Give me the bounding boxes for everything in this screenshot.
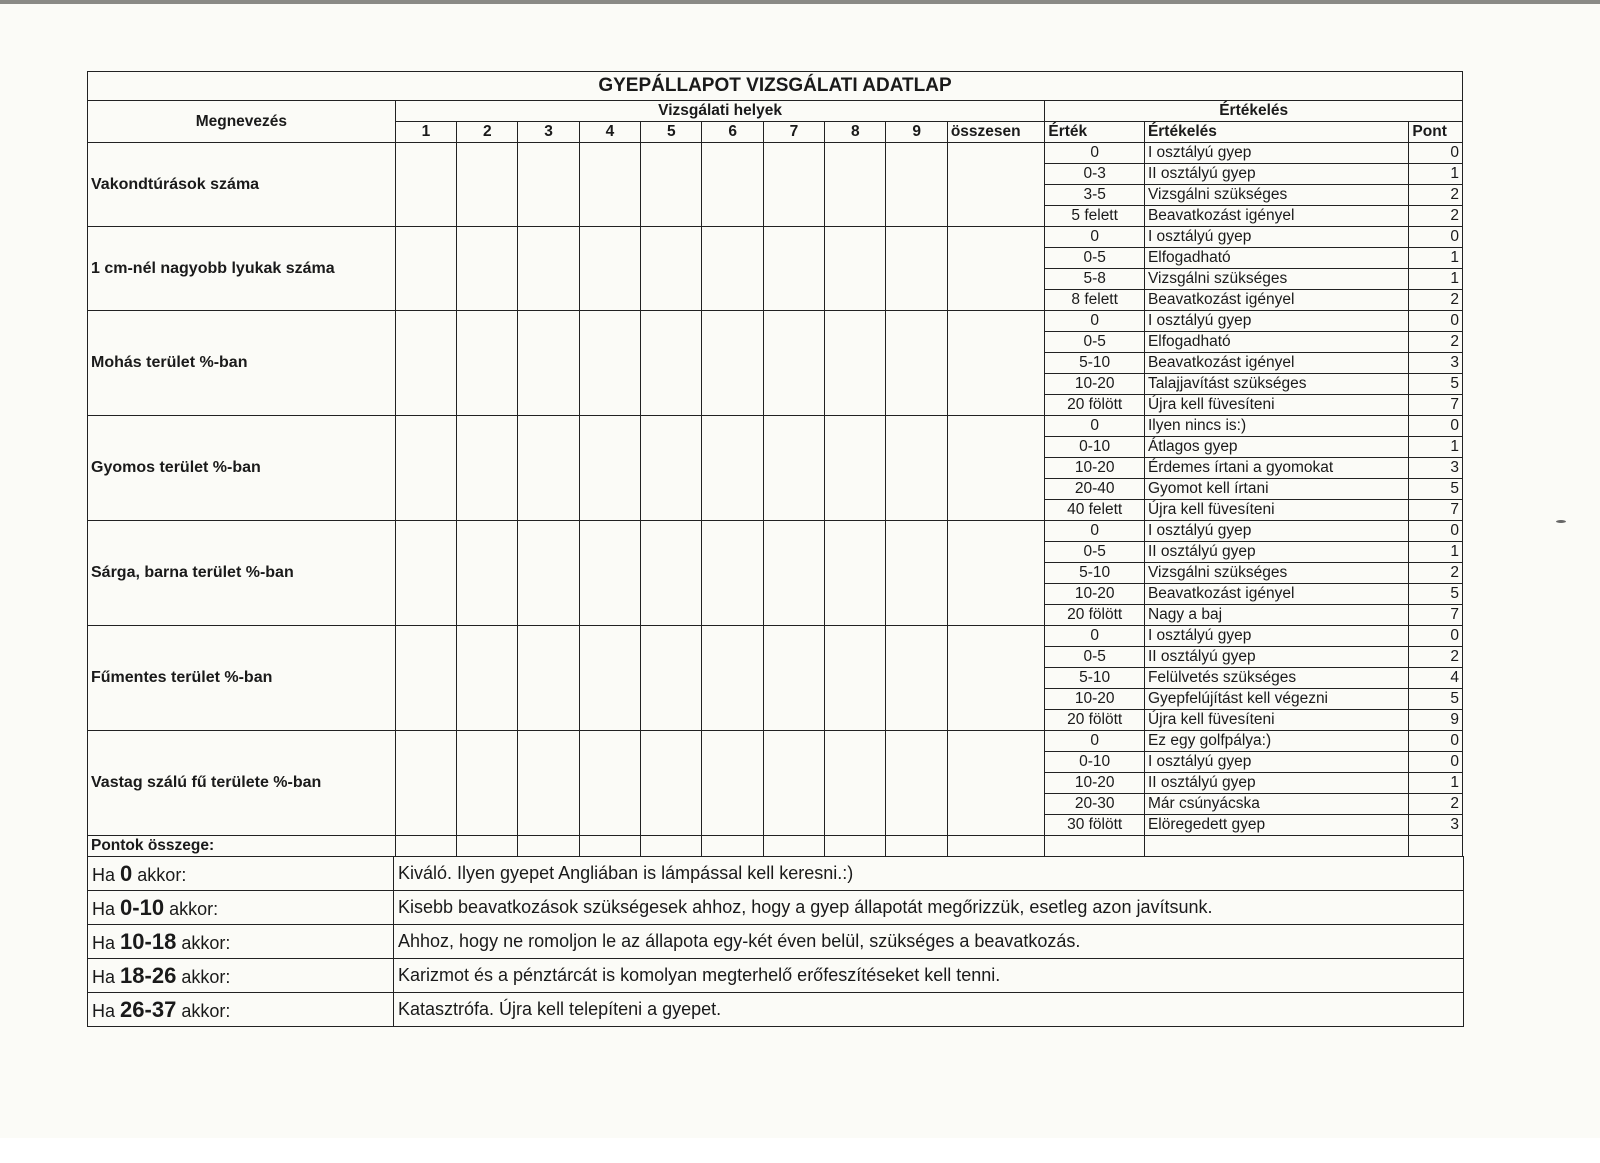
measurement-cell-place-3[interactable]	[518, 731, 579, 836]
threshold-label: Beavatkozást igényel	[1144, 353, 1408, 374]
measurement-cell-place-9[interactable]	[886, 731, 947, 836]
threshold-value: 20-30	[1045, 794, 1145, 815]
sum-label: Pontok összege:	[88, 836, 396, 857]
threshold-label: Talajjavítást szükséges	[1144, 374, 1408, 395]
threshold-value: 0-5	[1045, 248, 1145, 269]
result-text: Karizmot és a pénztárcát is komolyan megterhelő erőfeszítéseket kell tenni.	[394, 959, 1464, 993]
criterion-name: Mohás terület %-ban	[88, 311, 396, 416]
result-prefix: Ha	[92, 898, 116, 919]
measurement-cell-place-2[interactable]	[457, 731, 518, 836]
threshold-value: 5 felett	[1045, 206, 1145, 227]
measurement-cell-place-4[interactable]	[579, 626, 640, 731]
threshold-label: Vizsgálni szükséges	[1144, 563, 1408, 584]
threshold-points: 5	[1409, 479, 1463, 500]
header-ertekeles-group: Értékelés	[1045, 101, 1463, 122]
measurement-cell-place-6[interactable]	[702, 521, 763, 626]
scan-top-edge	[0, 0, 1600, 4]
result-row	[88, 959, 1464, 993]
threshold-label: I osztályú gyep	[1144, 521, 1408, 542]
measurement-cell-place-4[interactable]	[579, 227, 640, 311]
threshold-points: 0	[1409, 227, 1463, 248]
measurement-cell-place-9[interactable]	[886, 227, 947, 311]
threshold-points: 0	[1409, 752, 1463, 773]
header-pont: Pont	[1409, 122, 1463, 143]
result-range: 0	[120, 860, 133, 886]
measurement-cell-osszesen[interactable]	[947, 521, 1045, 626]
result-text: Katasztrófa. Újra kell telepíteni a gyepet.	[394, 993, 1464, 1027]
measurement-cell-place-7[interactable]	[763, 227, 824, 311]
criteria-row	[88, 416, 1463, 437]
threshold-points: 2	[1409, 563, 1463, 584]
measurement-cell-place-5[interactable]	[641, 731, 702, 836]
result-condition	[88, 891, 394, 925]
sum-cell-2[interactable]	[457, 836, 518, 857]
threshold-label: Gyepfelújítást kell végezni	[1144, 689, 1408, 710]
header-place-7: 7	[763, 122, 824, 143]
sum-cell-8[interactable]	[825, 836, 886, 857]
measurement-cell-osszesen[interactable]	[947, 311, 1045, 416]
measurement-cell-place-7[interactable]	[763, 731, 824, 836]
result-prefix: Ha	[92, 966, 116, 987]
result-range: 0-10	[120, 894, 165, 920]
threshold-label: Elfogadható	[1144, 248, 1408, 269]
result-row	[88, 993, 1464, 1027]
threshold-label: Beavatkozást igényel	[1144, 290, 1408, 311]
threshold-points: 0	[1409, 626, 1463, 647]
measurement-cell-place-9[interactable]	[886, 143, 947, 227]
threshold-points: 2	[1409, 332, 1463, 353]
criteria-row	[88, 626, 1463, 647]
result-suffix: akkor:	[181, 966, 231, 987]
result-range: 18-26	[120, 962, 177, 988]
header-place-4: 4	[579, 122, 640, 143]
threshold-value: 20 fölött	[1045, 710, 1145, 731]
threshold-label: Elöregedett gyep	[1144, 815, 1408, 836]
threshold-points: 5	[1409, 584, 1463, 605]
criterion-name: 1 cm-nél nagyobb lyukak száma	[88, 227, 396, 311]
result-condition	[88, 993, 394, 1027]
threshold-points: 1	[1409, 542, 1463, 563]
result-condition	[88, 857, 394, 891]
threshold-label: I osztályú gyep	[1144, 227, 1408, 248]
threshold-label: Vizsgálni szükséges	[1144, 185, 1408, 206]
result-prefix: Ha	[92, 864, 116, 885]
measurement-cell-place-6[interactable]	[702, 626, 763, 731]
result-text: Kisebb beavatkozások szükségesek ahhoz, hogy a gyep állapotát megőrizzük, esetleg azon javítsunk.	[394, 891, 1464, 925]
sum-cell-4[interactable]	[579, 836, 640, 857]
measurement-cell-place-5[interactable]	[641, 626, 702, 731]
threshold-value: 0	[1045, 311, 1145, 332]
measurement-cell-place-7[interactable]	[763, 521, 824, 626]
page-title: GYEPÁLLAPOT VIZSGÁLATI ADATLAP	[88, 72, 1463, 101]
threshold-label: Beavatkozást igényel	[1144, 584, 1408, 605]
results-table	[87, 856, 1464, 1027]
sum-row	[88, 836, 1463, 857]
measurement-cell-place-1[interactable]	[395, 227, 456, 311]
threshold-points: 0	[1409, 521, 1463, 542]
threshold-points: 1	[1409, 248, 1463, 269]
result-range: 26-37	[120, 996, 177, 1022]
header-place-9: 9	[886, 122, 947, 143]
measurement-cell-osszesen[interactable]	[947, 416, 1045, 521]
threshold-value: 0	[1045, 143, 1145, 164]
measurement-cell-place-6[interactable]	[702, 143, 763, 227]
measurement-cell-osszesen[interactable]	[947, 143, 1045, 227]
threshold-label: II osztályú gyep	[1144, 164, 1408, 185]
criterion-name: Vakondtúrások száma	[88, 143, 396, 227]
measurement-cell-place-9[interactable]	[886, 311, 947, 416]
measurement-cell-osszesen[interactable]	[947, 731, 1045, 836]
measurement-cell-place-8[interactable]	[825, 311, 886, 416]
threshold-label: Felülvetés szükséges	[1144, 668, 1408, 689]
threshold-value: 0	[1045, 731, 1145, 752]
criteria-row	[88, 143, 1463, 164]
threshold-points: 1	[1409, 164, 1463, 185]
header-place-5: 5	[641, 122, 702, 143]
measurement-cell-place-1[interactable]	[395, 416, 456, 521]
threshold-value: 0-5	[1045, 542, 1145, 563]
result-prefix: Ha	[92, 1000, 116, 1021]
measurement-cell-place-2[interactable]	[457, 521, 518, 626]
threshold-label: Elfogadható	[1144, 332, 1408, 353]
result-row	[88, 857, 1464, 891]
threshold-value: 0-10	[1045, 752, 1145, 773]
threshold-value: 20 fölött	[1045, 605, 1145, 626]
sum-cell-7[interactable]	[763, 836, 824, 857]
threshold-value: 20 fölött	[1045, 395, 1145, 416]
result-suffix: akkor:	[169, 898, 219, 919]
threshold-points: 2	[1409, 185, 1463, 206]
measurement-cell-place-4[interactable]	[579, 143, 640, 227]
result-suffix: akkor:	[137, 864, 187, 885]
threshold-value: 3-5	[1045, 185, 1145, 206]
criteria-row	[88, 731, 1463, 752]
scan-speck	[1556, 520, 1566, 523]
measurement-cell-place-8[interactable]	[825, 731, 886, 836]
threshold-value: 10-20	[1045, 689, 1145, 710]
threshold-label: Gyomot kell írtani	[1144, 479, 1408, 500]
measurement-cell-place-3[interactable]	[518, 521, 579, 626]
measurement-cell-place-3[interactable]	[518, 416, 579, 521]
threshold-label: Ilyen nincs is:)	[1144, 416, 1408, 437]
threshold-points: 0	[1409, 143, 1463, 164]
sum-cell-1[interactable]	[395, 836, 456, 857]
threshold-value: 30 fölött	[1045, 815, 1145, 836]
threshold-points: 7	[1409, 500, 1463, 521]
measurement-cell-place-6[interactable]	[702, 311, 763, 416]
criteria-row	[88, 311, 1463, 332]
measurement-cell-place-8[interactable]	[825, 416, 886, 521]
threshold-value: 10-20	[1045, 374, 1145, 395]
result-condition	[88, 959, 394, 993]
threshold-points: 1	[1409, 773, 1463, 794]
threshold-value: 10-20	[1045, 458, 1145, 479]
threshold-value: 5-10	[1045, 353, 1145, 374]
threshold-points: 7	[1409, 605, 1463, 626]
criteria-row	[88, 521, 1463, 542]
measurement-cell-place-5[interactable]	[641, 311, 702, 416]
measurement-cell-place-7[interactable]	[763, 311, 824, 416]
threshold-label: I osztályú gyep	[1144, 143, 1408, 164]
threshold-points: 1	[1409, 437, 1463, 458]
threshold-label: Átlagos gyep	[1144, 437, 1408, 458]
sum-cell-6[interactable]	[702, 836, 763, 857]
scan-bottom-margin	[0, 1138, 1600, 1163]
threshold-points: 1	[1409, 269, 1463, 290]
threshold-points: 4	[1409, 668, 1463, 689]
threshold-label: II osztályú gyep	[1144, 647, 1408, 668]
threshold-label: Beavatkozást igényel	[1144, 206, 1408, 227]
threshold-label: Nagy a baj	[1144, 605, 1408, 626]
result-text: Ahhoz, hogy ne romoljon le az állapota egy-két éven belül, szükséges a beavatkozás.	[394, 925, 1464, 959]
result-range: 10-18	[120, 928, 177, 954]
threshold-value: 0	[1045, 521, 1145, 542]
threshold-value: 10-20	[1045, 584, 1145, 605]
header-ertek: Érték	[1045, 122, 1145, 143]
threshold-label: Újra kell füvesíteni	[1144, 710, 1408, 731]
measurement-cell-place-1[interactable]	[395, 311, 456, 416]
result-suffix: akkor:	[181, 1000, 231, 1021]
measurement-cell-place-2[interactable]	[457, 311, 518, 416]
measurement-cell-place-6[interactable]	[702, 416, 763, 521]
threshold-value: 0-5	[1045, 647, 1145, 668]
threshold-points: 0	[1409, 311, 1463, 332]
header-place-2: 2	[457, 122, 518, 143]
threshold-points: 3	[1409, 815, 1463, 836]
header-place-3: 3	[518, 122, 579, 143]
measurement-cell-place-1[interactable]	[395, 521, 456, 626]
measurement-cell-place-2[interactable]	[457, 143, 518, 227]
result-condition	[88, 925, 394, 959]
threshold-points: 2	[1409, 794, 1463, 815]
measurement-cell-place-4[interactable]	[579, 521, 640, 626]
criterion-name: Vastag szálú fű területe %-ban	[88, 731, 396, 836]
threshold-points: 9	[1409, 710, 1463, 731]
results-body	[88, 857, 1464, 1027]
sum-cell-5[interactable]	[641, 836, 702, 857]
measurement-cell-place-5[interactable]	[641, 227, 702, 311]
measurement-cell-place-2[interactable]	[457, 227, 518, 311]
header-ertekeles: Értékelés	[1144, 122, 1408, 143]
header-megnevezes: Megnevezés	[88, 101, 396, 143]
measurement-cell-place-7[interactable]	[763, 626, 824, 731]
criterion-name: Gyomos terület %-ban	[88, 416, 396, 521]
threshold-points: 2	[1409, 647, 1463, 668]
threshold-value: 5-10	[1045, 563, 1145, 584]
sum-cell-pont[interactable]	[1409, 836, 1463, 857]
measurement-cell-osszesen[interactable]	[947, 626, 1045, 731]
assessment-table	[87, 71, 1463, 857]
threshold-value: 10-20	[1045, 773, 1145, 794]
measurement-cell-place-3[interactable]	[518, 311, 579, 416]
measurement-cell-place-8[interactable]	[825, 227, 886, 311]
header-place-6: 6	[702, 122, 763, 143]
threshold-points: 2	[1409, 290, 1463, 311]
sum-cell-osszesen[interactable]	[947, 836, 1045, 857]
threshold-label: Újra kell füvesíteni	[1144, 395, 1408, 416]
measurement-cell-place-2[interactable]	[457, 626, 518, 731]
measurement-cell-place-8[interactable]	[825, 143, 886, 227]
threshold-label: Vizsgálni szükséges	[1144, 269, 1408, 290]
measurement-cell-place-9[interactable]	[886, 416, 947, 521]
header-place-1: 1	[395, 122, 456, 143]
threshold-value: 0	[1045, 227, 1145, 248]
header-vizsgalati-helyek: Vizsgálati helyek	[395, 101, 1045, 122]
threshold-value: 5-8	[1045, 269, 1145, 290]
measurement-cell-place-7[interactable]	[763, 416, 824, 521]
sum-cell-3[interactable]	[518, 836, 579, 857]
datasheet-form	[87, 71, 1463, 1027]
measurement-cell-place-4[interactable]	[579, 311, 640, 416]
measurement-cell-place-4[interactable]	[579, 416, 640, 521]
threshold-points: 7	[1409, 395, 1463, 416]
threshold-label: Érdemes írtani a gyomokat	[1144, 458, 1408, 479]
criteria-row	[88, 227, 1463, 248]
threshold-label: I osztályú gyep	[1144, 752, 1408, 773]
threshold-label: II osztályú gyep	[1144, 542, 1408, 563]
threshold-value: 20-40	[1045, 479, 1145, 500]
measurement-cell-place-8[interactable]	[825, 626, 886, 731]
threshold-label: I osztályú gyep	[1144, 626, 1408, 647]
measurement-cell-place-5[interactable]	[641, 521, 702, 626]
threshold-value: 0-3	[1045, 164, 1145, 185]
measurement-cell-place-1[interactable]	[395, 143, 456, 227]
measurement-cell-place-3[interactable]	[518, 143, 579, 227]
measurement-cell-place-3[interactable]	[518, 227, 579, 311]
threshold-points: 3	[1409, 458, 1463, 479]
result-text: Kiváló. Ilyen gyepet Angliában is lámpással kell keresni.:)	[394, 857, 1464, 891]
measurement-cell-place-1[interactable]	[395, 731, 456, 836]
threshold-label: Ez egy golfpálya:)	[1144, 731, 1408, 752]
measurement-cell-place-6[interactable]	[702, 227, 763, 311]
result-suffix: akkor:	[181, 932, 231, 953]
title-row	[88, 72, 1463, 101]
measurement-cell-place-6[interactable]	[702, 731, 763, 836]
header-row-1	[88, 101, 1463, 122]
measurement-cell-place-5[interactable]	[641, 416, 702, 521]
threshold-value: 0-5	[1045, 332, 1145, 353]
threshold-value: 40 felett	[1045, 500, 1145, 521]
measurement-cell-place-5[interactable]	[641, 143, 702, 227]
threshold-points: 5	[1409, 689, 1463, 710]
threshold-points: 0	[1409, 416, 1463, 437]
threshold-value: 0	[1045, 626, 1145, 647]
threshold-label: Újra kell füvesíteni	[1144, 500, 1408, 521]
sum-cell-9[interactable]	[886, 836, 947, 857]
measurement-cell-place-7[interactable]	[763, 143, 824, 227]
measurement-cell-place-3[interactable]	[518, 626, 579, 731]
header-osszesen: összesen	[947, 122, 1045, 143]
measurement-cell-place-8[interactable]	[825, 521, 886, 626]
measurement-cell-place-9[interactable]	[886, 626, 947, 731]
measurement-cell-place-9[interactable]	[886, 521, 947, 626]
result-row	[88, 925, 1464, 959]
sum-cell-ertekeles	[1144, 836, 1408, 857]
result-row	[88, 891, 1464, 925]
threshold-points: 3	[1409, 353, 1463, 374]
threshold-points: 5	[1409, 374, 1463, 395]
threshold-points: 0	[1409, 731, 1463, 752]
threshold-label: I osztályú gyep	[1144, 311, 1408, 332]
threshold-value: 0-10	[1045, 437, 1145, 458]
threshold-points: 2	[1409, 206, 1463, 227]
result-prefix: Ha	[92, 932, 116, 953]
measurement-cell-place-2[interactable]	[457, 416, 518, 521]
sum-cell-ertek	[1045, 836, 1145, 857]
criteria-body	[88, 143, 1463, 836]
measurement-cell-place-1[interactable]	[395, 626, 456, 731]
measurement-cell-osszesen[interactable]	[947, 227, 1045, 311]
threshold-label: Már csúnyácska	[1144, 794, 1408, 815]
threshold-value: 8 felett	[1045, 290, 1145, 311]
criterion-name: Fűmentes terület %-ban	[88, 626, 396, 731]
threshold-value: 0	[1045, 416, 1145, 437]
threshold-label: II osztályú gyep	[1144, 773, 1408, 794]
measurement-cell-place-4[interactable]	[579, 731, 640, 836]
criterion-name: Sárga, barna terület %-ban	[88, 521, 396, 626]
header-place-8: 8	[825, 122, 886, 143]
threshold-value: 5-10	[1045, 668, 1145, 689]
